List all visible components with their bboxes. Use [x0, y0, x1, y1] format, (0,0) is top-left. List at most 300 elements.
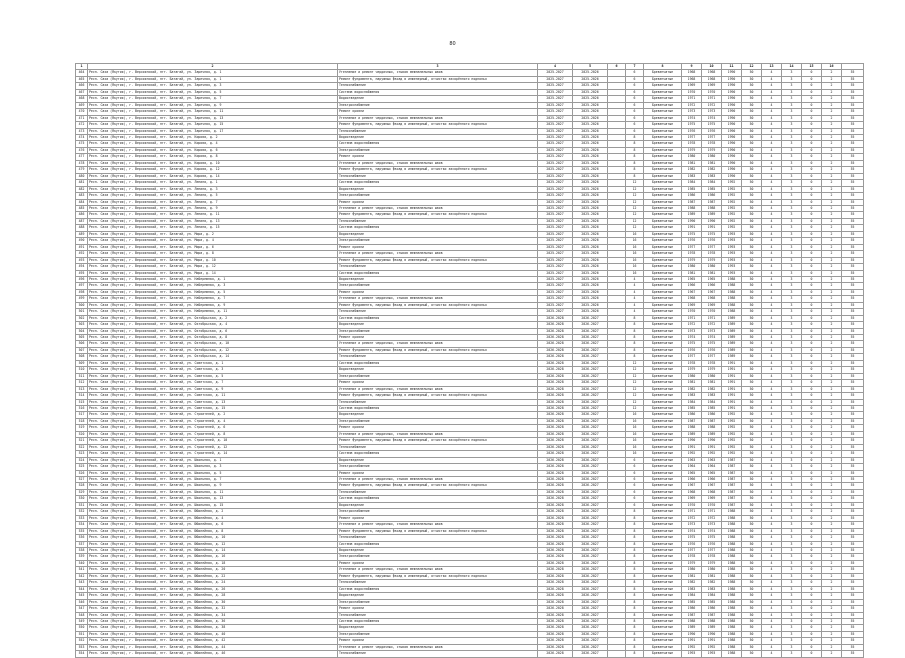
table-cell: 2026-2028: [538, 373, 573, 379]
table-cell: 2026-2027: [573, 347, 608, 353]
table-cell: 1982: [702, 386, 722, 392]
table-cell: 50: [742, 154, 762, 160]
table-cell: 2026-2027: [573, 322, 608, 328]
table-cell: 2: [822, 270, 842, 276]
table-cell: Бревенчатые: [644, 360, 682, 366]
table-cell: 4: [762, 128, 782, 134]
table-cell: 1986: [702, 193, 722, 199]
table-cell: 50: [742, 328, 762, 334]
table-cell: 55: [842, 593, 864, 599]
table-cell: 484: [76, 199, 88, 205]
table-cell: 2026-2028: [538, 412, 573, 418]
table-cell: Бревенчатые: [644, 244, 682, 250]
table-cell: 55: [842, 134, 864, 140]
table-cell: 50: [742, 212, 762, 218]
table-cell: 6: [626, 477, 644, 483]
table-cell: 3: [782, 457, 802, 463]
table-cell: 1987: [722, 483, 742, 489]
table-cell: Теплоснабжение: [338, 580, 538, 586]
table-cell: 2026-2027: [573, 528, 608, 534]
table-cell: 2026-2028: [538, 367, 573, 373]
column-header: 9: [682, 64, 702, 70]
table-cell: 2026-2028: [538, 599, 573, 605]
table-cell: 0: [802, 554, 822, 560]
table-cell: Бревенчатые: [644, 251, 682, 257]
table-cell: 0: [802, 464, 822, 470]
table-cell: 1986: [682, 193, 702, 199]
table-cell: 55: [842, 186, 864, 192]
table-cell: 2025-2026: [573, 160, 608, 166]
table-cell: Бревенчатые: [644, 276, 682, 282]
table-cell: Водоотведение: [338, 502, 538, 508]
table-cell: 2: [822, 393, 842, 399]
table-cell: 524: [76, 457, 88, 463]
table-cell: Бревенчатые: [644, 541, 682, 547]
table-cell: 4: [626, 296, 644, 302]
table-cell: 2026-2028: [538, 399, 573, 405]
table-cell: Бревенчатые: [644, 406, 682, 412]
table-cell: 517: [76, 412, 88, 418]
table-cell: 50: [742, 464, 762, 470]
table-cell: 2: [822, 341, 842, 347]
table-cell: 0: [802, 528, 822, 534]
table-cell: Система водоснабжения: [338, 225, 538, 231]
table-cell: Респ. Саха (Якутия), г. Верхоянский, пгт. Батагай, ул. Заречная, д. 1: [88, 76, 338, 82]
table-cell: Бревенчатые: [644, 451, 682, 457]
table-cell: 489: [76, 231, 88, 237]
table-cell: Респ. Саха (Якутия), г. Верхоянский, пгт. Батагай, ул. Советская, д. 5: [88, 373, 338, 379]
table-cell: 4: [626, 289, 644, 295]
table-cell: 485: [76, 205, 88, 211]
table-cell: 6: [626, 76, 644, 82]
table-cell: 4: [762, 599, 782, 605]
table-cell: 55: [842, 606, 864, 612]
table-cell: 494: [76, 264, 88, 270]
table-cell: 2025-2026: [573, 251, 608, 257]
table-cell: 1989: [702, 212, 722, 218]
table-cell: 0: [802, 560, 822, 566]
table-cell: 2: [822, 212, 842, 218]
table-cell: Респ. Саха (Якутия), г. Верхоянский, пгт. Батагай, ул. Кирова, д. 8: [88, 154, 338, 160]
table-cell: Бревенчатые: [644, 412, 682, 418]
table-cell: 55: [842, 373, 864, 379]
table-cell: Бревенчатые: [644, 386, 682, 392]
table-cell: 2025-2026: [573, 270, 608, 276]
table-cell: 4: [762, 502, 782, 508]
table-cell: 55: [842, 96, 864, 102]
table-cell: 50: [742, 651, 762, 657]
table-cell: 4: [762, 160, 782, 166]
table-cell: 50: [742, 367, 762, 373]
table-cell: 1993: [722, 238, 742, 244]
table-cell: 2025-2026: [573, 109, 608, 115]
table-cell: 4: [762, 567, 782, 573]
table-cell: 1971: [682, 509, 702, 515]
table-cell: Теплоснабжение: [338, 489, 538, 495]
table-cell: 2: [822, 193, 842, 199]
table-cell: 4: [762, 373, 782, 379]
table-cell: 8: [626, 347, 644, 353]
table-cell: Бревенчатые: [644, 477, 682, 483]
table-cell: 55: [842, 257, 864, 263]
table-cell: 55: [842, 509, 864, 515]
table-cell: 2: [822, 147, 842, 153]
table-cell: 3: [782, 218, 802, 224]
table-row: [76, 651, 864, 657]
table-cell: 55: [842, 425, 864, 431]
table-cell: Бревенчатые: [644, 218, 682, 224]
table-cell: 50: [742, 644, 762, 650]
table-cell: 1977: [702, 244, 722, 250]
table-cell: Теплоснабжение: [338, 444, 538, 450]
table-cell: 2: [822, 418, 842, 424]
table-cell: 0: [802, 567, 822, 573]
table-cell: Ремонт кровли: [338, 560, 538, 566]
table-cell: 1985: [702, 599, 722, 605]
table-cell: 2025-2026: [573, 83, 608, 89]
table-cell: Респ. Саха (Якутия), г. Верхоянский, пгт. Батагай, ул. Заречная, д. 9: [88, 102, 338, 108]
table-cell: 3: [782, 83, 802, 89]
table-cell: 1989: [702, 625, 722, 631]
table-cell: Бревенчатые: [644, 522, 682, 528]
table-cell: 474: [76, 134, 88, 140]
table-cell: 467: [76, 89, 88, 95]
table-cell: 512: [76, 380, 88, 386]
table-cell: 1987: [722, 489, 742, 495]
table-cell: Бревенчатые: [644, 651, 682, 657]
table-cell: Респ. Саха (Якутия), г. Верхоянский, пгт. Батагай, ул. Заречная, д. 13: [88, 115, 338, 121]
table-cell: 1992: [682, 644, 702, 650]
table-cell: 3: [782, 289, 802, 295]
table-cell: 2025-2026: [573, 115, 608, 121]
table-cell: 1975: [682, 535, 702, 541]
table-cell: 2025-2026: [573, 257, 608, 263]
table-cell: Респ. Саха (Якутия), г. Верхоянский, пгт. Батагай, ул. Строителей, д. 6: [88, 425, 338, 431]
table-cell: 55: [842, 115, 864, 121]
table-cell: 2: [822, 625, 842, 631]
table-cell: Бревенчатые: [644, 593, 682, 599]
table-cell: 8: [626, 547, 644, 553]
table-cell: 3: [782, 309, 802, 315]
table-cell: 4: [762, 347, 782, 353]
table-cell: 55: [842, 199, 864, 205]
table-cell: 50: [742, 541, 762, 547]
table-cell: 2025-2026: [573, 283, 608, 289]
table-cell: 496: [76, 276, 88, 282]
table-cell: 0: [802, 470, 822, 476]
table-cell: 2026-2028: [538, 386, 573, 392]
table-cell: 6: [626, 102, 644, 108]
table-cell: 2025-2026: [573, 128, 608, 134]
table-cell: Бревенчатые: [644, 444, 682, 450]
table-cell: 1984: [702, 593, 722, 599]
table-cell: 2: [822, 289, 842, 295]
table-cell: 0: [802, 257, 822, 263]
table-cell: 50: [742, 373, 762, 379]
table-cell: 4: [762, 457, 782, 463]
table-cell: 1985: [702, 186, 722, 192]
table-cell: 3: [782, 612, 802, 618]
table-cell: 469: [76, 102, 88, 108]
table-cell: 0: [802, 599, 822, 605]
table-cell: Респ. Саха (Якутия), г. Верхоянский, пгт. Батагай, ул. Юбилейная, д. 12: [88, 541, 338, 547]
table-cell: 55: [842, 528, 864, 534]
table-cell: Бревенчатые: [644, 580, 682, 586]
table-cell: 8: [626, 560, 644, 566]
table-cell: 1990: [682, 438, 702, 444]
table-cell: 50: [742, 322, 762, 328]
table-cell: 499: [76, 296, 88, 302]
table-cell: Теплоснабжение: [338, 535, 538, 541]
table-cell: 4: [762, 238, 782, 244]
table-cell: Респ. Саха (Якутия), г. Верхоянский, пгт. Батагай, ул. Набережная, д. 3: [88, 283, 338, 289]
table-cell: 4: [762, 535, 782, 541]
table-cell: 4: [762, 586, 782, 592]
table-cell: 4: [762, 399, 782, 405]
table-cell: 4: [762, 335, 782, 341]
table-cell: 0: [802, 477, 822, 483]
table-cell: Респ. Саха (Якутия), г. Верхоянский, пгт. Батагай, ул. Ленина, д. 11: [88, 212, 338, 218]
table-cell: 549: [76, 618, 88, 624]
table-cell: 1987: [722, 477, 742, 483]
table-cell: 1990: [722, 96, 742, 102]
table-cell: 3: [782, 257, 802, 263]
table-cell: 1984: [682, 593, 702, 599]
table-cell: 2: [822, 309, 842, 315]
table-cell: 1968: [702, 489, 722, 495]
table-cell: 2: [822, 360, 842, 366]
table-cell: 527: [76, 477, 88, 483]
table-cell: 3: [782, 335, 802, 341]
table-cell: 4: [762, 625, 782, 631]
table-cell: 1990: [722, 173, 742, 179]
table-cell: 488: [76, 225, 88, 231]
table-cell: 50: [742, 76, 762, 82]
table-cell: 2: [822, 257, 842, 263]
table-cell: 2026-2028: [538, 418, 573, 424]
table-cell: 0: [802, 270, 822, 276]
table-cell: Респ. Саха (Якутия), г. Верхоянский, пгт. Батагай, ул. Юбилейная, д. 18: [88, 560, 338, 566]
table-cell: Респ. Саха (Якутия), г. Верхоянский, пгт. Батагай, ул. Набережная, д. 7: [88, 296, 338, 302]
table-cell: 1987: [702, 199, 722, 205]
table-cell: Ремонт фундамента, наружных фасад в инженерный, отчистки засорённого подполья: [338, 347, 538, 353]
table-cell: 55: [842, 328, 864, 334]
table-cell: Респ. Саха (Якутия), г. Верхоянский, пгт. Батагай, ул. Набережная, д. 11: [88, 309, 338, 315]
table-cell: 3: [782, 560, 802, 566]
table-cell: 2026-2028: [538, 496, 573, 502]
table-cell: Ремонт фундамента, наружных фасад в инженерный, отчистки засорённого подполья: [338, 302, 538, 308]
table-cell: 4: [762, 438, 782, 444]
table-cell: 1977: [682, 547, 702, 553]
table-cell: 50: [742, 173, 762, 179]
table-cell: 4: [762, 134, 782, 140]
table-cell: 3: [782, 399, 802, 405]
table-cell: 3: [782, 147, 802, 153]
table-cell: 2: [822, 606, 842, 612]
table-cell: 50: [742, 167, 762, 173]
table-cell: 55: [842, 225, 864, 231]
table-cell: 2026-2027: [573, 651, 608, 657]
table-cell: 2: [822, 425, 842, 431]
table-cell: 8: [626, 322, 644, 328]
table-cell: 2026-2028: [538, 612, 573, 618]
table-cell: 4: [762, 341, 782, 347]
table-cell: 50: [742, 186, 762, 192]
table-cell: 2: [822, 496, 842, 502]
table-cell: 4: [626, 283, 644, 289]
table-cell: 50: [742, 347, 762, 353]
table-cell: 50: [742, 580, 762, 586]
table-cell: 491: [76, 244, 88, 250]
table-cell: 478: [76, 160, 88, 166]
table-cell: 2025-2027: [538, 109, 573, 115]
table-cell: 1969: [702, 302, 722, 308]
table-cell: 3: [782, 431, 802, 437]
table-cell: 2026-2027: [573, 631, 608, 637]
table-cell: 3: [782, 167, 802, 173]
table-cell: 2026-2027: [573, 380, 608, 386]
table-cell: Бревенчатые: [644, 438, 682, 444]
table-cell: Респ. Саха (Якутия), г. Верхоянский, пгт. Батагай, ул. Юбилейная, д. 36: [88, 618, 338, 624]
table-cell: Бревенчатые: [644, 373, 682, 379]
table-cell: 12: [626, 399, 644, 405]
table-cell: 8: [626, 509, 644, 515]
table-cell: 2026-2027: [573, 444, 608, 450]
table-cell: 1992: [722, 199, 742, 205]
table-cell: 2025-2026: [573, 193, 608, 199]
table-cell: 1978: [702, 360, 722, 366]
table-cell: 55: [842, 444, 864, 450]
table-cell: 55: [842, 535, 864, 541]
table-cell: Система водоснабжения: [338, 541, 538, 547]
table-cell: 552: [76, 638, 88, 644]
table-cell: 1968: [702, 296, 722, 302]
table-cell: 1966: [682, 283, 702, 289]
table-cell: Бревенчатые: [644, 296, 682, 302]
table-cell: 2026-2028: [538, 489, 573, 495]
table-cell: 2025-2026: [573, 289, 608, 295]
table-cell: 12: [626, 380, 644, 386]
table-cell: 1972: [702, 102, 722, 108]
table-cell: 0: [802, 173, 822, 179]
table-cell: 1989: [702, 431, 722, 437]
table-cell: 1970: [682, 89, 702, 95]
table-cell: 4: [762, 302, 782, 308]
table-cell: 6: [626, 83, 644, 89]
table-cell: 0: [802, 489, 822, 495]
table-cell: Бревенчатые: [644, 457, 682, 463]
table-cell: 1970: [702, 309, 722, 315]
table-cell: 3: [782, 425, 802, 431]
table-cell: 50: [742, 238, 762, 244]
table-cell: 2: [822, 599, 842, 605]
table-cell: Ремонт фундамента, наружных фасад в инженерный, отчистки засорённого подполья: [338, 483, 538, 489]
table-cell: 50: [742, 218, 762, 224]
table-cell: Электроснабжение: [338, 509, 538, 515]
table-cell: 2: [822, 373, 842, 379]
table-cell: Бревенчатые: [644, 367, 682, 373]
table-cell: 2025-2027: [538, 199, 573, 205]
table-cell: 1987: [682, 612, 702, 618]
table-cell: 4: [626, 276, 644, 282]
table-cell: Респ. Саха (Якутия), г. Верхоянский, пгт. Батагай, ул. Юбилейная, д. 46: [88, 651, 338, 657]
table-cell: 1991: [722, 399, 742, 405]
table-cell: 3: [782, 322, 802, 328]
table-cell: 3: [782, 96, 802, 102]
table-cell: Бревенчатые: [644, 109, 682, 115]
table-cell: Респ. Саха (Якутия), г. Верхоянский, пгт. Батагай, ул. Ленина, д. 7: [88, 199, 338, 205]
table-cell: 12: [626, 218, 644, 224]
table-cell: 3: [782, 535, 802, 541]
table-cell: Респ. Саха (Якутия), г. Верхоянский, пгт. Батагай, ул. Ленина, д. 15: [88, 225, 338, 231]
table-cell: Респ. Саха (Якутия), г. Верхоянский, пгт. Батагай, ул. Строителей, д. 2: [88, 412, 338, 418]
table-cell: 50: [742, 431, 762, 437]
table-cell: 3: [782, 438, 802, 444]
table-cell: 2026-2028: [538, 606, 573, 612]
table-cell: 3: [782, 315, 802, 321]
table-cell: 470: [76, 109, 88, 115]
table-cell: 1976: [682, 238, 702, 244]
table-cell: 2: [822, 96, 842, 102]
table-cell: 2025-2026: [573, 296, 608, 302]
table-cell: 1968: [702, 70, 722, 76]
table-cell: Респ. Саха (Якутия), г. Верхоянский, пгт. Батагай, ул. Заречная, д. 11: [88, 109, 338, 115]
table-cell: 1967: [702, 289, 722, 295]
table-cell: 0: [802, 360, 822, 366]
table-cell: 2026-2028: [538, 535, 573, 541]
table-cell: 12: [626, 212, 644, 218]
table-cell: 1979: [682, 560, 702, 566]
table-cell: 1969: [702, 83, 722, 89]
table-cell: Система водоснабжения: [338, 618, 538, 624]
table-cell: 1980: [682, 154, 702, 160]
table-cell: 3: [782, 477, 802, 483]
table-cell: 2025-2027: [538, 167, 573, 173]
table-cell: Утепление и ремонт чердачных, стыков межпанельных швов: [338, 205, 538, 211]
table-cell: 2026-2027: [573, 470, 608, 476]
table-cell: 3: [782, 502, 802, 508]
table-cell: 4: [762, 296, 782, 302]
table-cell: 2025-2026: [573, 302, 608, 308]
table-cell: 50: [742, 625, 762, 631]
table-cell: Ремонт кровли: [338, 199, 538, 205]
table-cell: Бревенчатые: [644, 399, 682, 405]
table-cell: 2025-2026: [573, 167, 608, 173]
table-cell: Респ. Саха (Якутия), г. Верхоянский, пгт. Батагай, ул. Набережная, д. 5: [88, 289, 338, 295]
table-cell: 1976: [682, 347, 702, 353]
table-cell: Ремонт кровли: [338, 606, 538, 612]
table-cell: 526: [76, 470, 88, 476]
table-cell: Бревенчатые: [644, 573, 682, 579]
table-cell: Респ. Саха (Якутия), г. Верхоянский, пгт. Батагай, ул. Школьная, д. 13: [88, 496, 338, 502]
table-cell: 1991: [722, 373, 742, 379]
table-cell: 8: [626, 528, 644, 534]
table-cell: Респ. Саха (Якутия), г. Верхоянский, пгт. Батагай, ул. Ленина, д. 1: [88, 180, 338, 186]
table-cell: 1992: [722, 186, 742, 192]
table-cell: 0: [802, 225, 822, 231]
table-cell: 2026-2028: [538, 341, 573, 347]
table-cell: Водоотведение: [338, 96, 538, 102]
table-cell: 55: [842, 147, 864, 153]
table-cell: 4: [762, 354, 782, 360]
table-cell: 2025-2026: [573, 244, 608, 250]
table-cell: 55: [842, 231, 864, 237]
table-cell: 510: [76, 367, 88, 373]
table-cell: 3: [782, 128, 802, 134]
table-cell: 55: [842, 412, 864, 418]
table-cell: Ремонт кровли: [338, 154, 538, 160]
table-cell: 1984: [702, 399, 722, 405]
